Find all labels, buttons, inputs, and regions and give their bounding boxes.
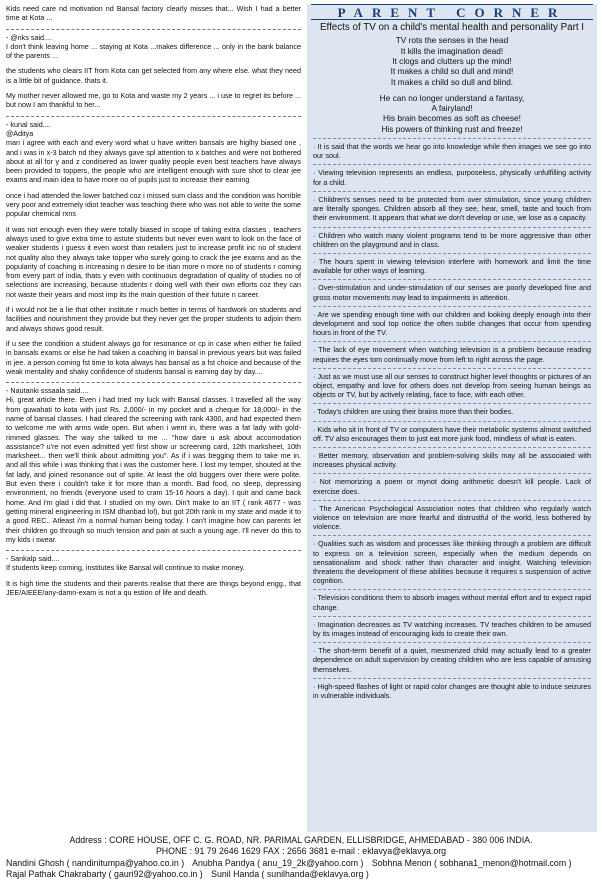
tv-effect-point: · Imagination decreases as TV watching increases. TV teaches children to be amused by its images instead of encouraging kids to create their own. — [313, 616, 591, 642]
comment-paragraph: the students who clears IIT from Kota can get selected from any where else. what they need is a little bit of guidance. thats it. — [6, 66, 301, 85]
contact-entry: Sunil Handa ( sunilhanda@eklavya.org ) — [211, 868, 369, 879]
tv-effect-point: · The hours spent in viewing television interfere with homework and limit the time available for other ways of learning. — [313, 253, 591, 279]
footer-address: Address : CORE HOUSE, OFF C. G. ROAD, NR. PARIMAL GARDEN, ELLISBRIDGE, AHMEDABAD - 380 006 INDIA. — [69, 835, 533, 845]
comment-paragraph: - kunal said.... @Aditya man i agree with each and every word what u have written bansals are higlhy biased one , and i was in x-3 batch nd they always gave spl attention to x batches and were not bothered about at all for y and z condisered as lower quality people even best teachers have always been provided to toppers, the people who are intelligent enough with sure shot to clear jee exams and main idea to have more no of pupils just to increase their earning — [6, 119, 301, 185]
comment-paragraph: - @nks said.... I don't think leaving home ... staying at Kota ...makes difference ... only in the bank balance of the parents ... — [6, 32, 301, 61]
comment-paragraph: if i would not be a lie that other institute r much better in terms of hardwork on students and facilities and nourishment they provide but they never get the proper students to adjoin them and always shows good result. — [6, 305, 301, 333]
divider — [6, 550, 301, 551]
poem-line: It makes a child so dull and mind! — [390, 66, 514, 77]
tv-effect-point: · The American Psychological Association notes that children who regularly watch violence on television are more fearful and distrustful of the world, less bothered by violence. — [313, 500, 591, 536]
contact-entry: Nandini Ghosh ( nandinitumpa@yahoo.co.in ) — [6, 857, 185, 868]
poem-line: It clogs and clutters up the mind! — [392, 56, 512, 66]
contacts-row — [0, 869, 602, 880]
tv-effect-point: · Television conditions them to absorb images without mental effort and to expect rapid change. — [313, 589, 591, 615]
left-column-comments — [6, 4, 301, 832]
contact-entry: Sobhna Menon ( sobhana1_menon@hotmail.com ) — [371, 857, 572, 868]
tv-effect-point: · The short-term benefit of a quiet, mesmerized child may actually lead to a greater dependence on adult supervision by creating children who are less capable of amusing themselves. — [313, 642, 591, 678]
comment-paragraph: it was not enough even they were totally biased in scope of taking extra classes , teachers always used to give extra time to astute students but never even want to look on the face of weaker students i guess it even worst than retailers just to increase profit inc no of student not quality also they always take topper who surely going to crack the jee exams and as the popularity of coaching is increasing n desire to be itian more n more no of students r coming from every part of india, thats y even with continuous degradation of quality of studies no of selections are increasing, because students r doing well with their own efforts coz they can not waste their years and most imp its the main question of their future n career. — [6, 224, 301, 299]
poem-line: He can no longer understand a fantasy, — [379, 92, 525, 103]
page-footer — [0, 835, 602, 881]
poem-line: His powers of thinking rust and freeze! — [381, 123, 523, 134]
poem-line: TV rots the senses in the head — [395, 35, 509, 46]
tv-effect-point: · Just as we must use all our senses to construct higher level thoughts or pictures of an object, empathy and love for others does not develop from seeing human beings as objects or TV, but by actively relating, face to face, with each other. — [313, 368, 591, 404]
poem-line: His brain becomes as soft as cheese! — [383, 113, 521, 124]
tv-effect-point: · High-speed flashes of light or rapid color changes are thought able to induce seizures in vulnerable individuals. — [313, 678, 591, 704]
poem-line: A fairyland! — [431, 103, 473, 114]
comment-paragraph: Kids need care nd motivation nd Bansal factory clearly misses that... Wish I had a better time at Kota ... — [6, 4, 301, 23]
divider — [6, 29, 301, 30]
tv-effect-point: · It is said that the words we hear go into knowledge while then images we see go into our soul. — [313, 138, 591, 164]
tv-effect-point: · Viewing television represents an endless, purposeless, physically unfulfilling activity for a child. — [313, 164, 591, 190]
parent-corner-subtitle: Effects of TV on a child's mental health and personality Part I — [320, 22, 584, 34]
tv-effect-point: · Children's senses need to be protected from over stimulation, since young children are literally sponges. Children absorb all they see, hear, smell, taste and touch from their environment. It appears that what we don't develop or use, we lose as a capacity. — [313, 191, 591, 227]
comment-paragraph: It is high time the students and their parents realise that there are things beyond engg., that JEE/AIEEE/any-damn-exam is not a qu estion of life and death. — [6, 578, 301, 598]
tv-effect-point: · Over-stimulation and under-stimulation of our senses are poorly developed fine and gross motor movements may lead to impairments in attention. — [313, 279, 591, 305]
tv-effect-point: · Are we spending enough time with our children and looking deeply enough into their development and soul top notice the often subtle changes that occur from spending hours in front of the TV. — [313, 306, 591, 342]
tv-effect-point: · Better memory, observation and problem-solving skills may all be associated with increases physical activity. — [313, 447, 591, 473]
poem-line: It kills the imagination dead! — [400, 45, 504, 56]
tv-effects-list — [307, 138, 597, 704]
poem-stanza-2 — [307, 93, 597, 134]
divider — [6, 116, 301, 117]
contact-entry: Rajal Pathak Chakrabarty ( gauri92@yahoo.co.in ) — [6, 868, 203, 879]
poem-stanza-1 — [307, 35, 597, 86]
tv-effect-point: · Children who watch many violent programs tend to be more aggressive than other children on the playground and in class. — [313, 227, 591, 253]
divider — [6, 382, 301, 383]
parent-corner-panel — [307, 4, 597, 832]
tv-effect-point: · Not memorizing a poem or mynot doing arithmetic doesn't kill people. Lack of exercise does. — [313, 473, 591, 499]
comment-paragraph: once i had attended the lower batched coz i missed sum class and the condition was horrible very poor and extremely idiot teacher was teaching there who was not able to write the some popular chemical rxns — [6, 190, 301, 219]
comment-paragraph: My mother never allowed me, go to Kota and waste my 2 years ... i use to regret its before ... but now I am thankful to her... — [6, 91, 301, 110]
contact-entry: Anubha Pandya ( anu_19_2k@yahoo.com ) — [192, 857, 364, 868]
tv-effect-point: · Kids who sit in front of TV or computers have their metabolic systems almost switched off. TV also encourages them to just eat more junk food, mindless of what is eaten. — [313, 421, 591, 447]
tv-effect-point: · The lack of eye movement when watching television is a problem because reading requires the eyes tom continually move from left to right across the page. — [313, 341, 591, 367]
comment-paragraph: - Sankalp said.... If students keep coming, institutes like Bansal will continue to make money. — [6, 554, 245, 573]
poem-line: It makes a child so dull and blind. — [390, 76, 514, 87]
tv-effect-point: · Today's children are using their brains more than their bodies. — [313, 403, 591, 420]
parent-corner-title: PARENT CORNER — [311, 4, 593, 20]
comment-paragraph: - Nautanki sssaala said.... Hi, great article there. Even i had tried my luck with Bansal classes. I travelled all the way from guwahati to kota with just Rs. 2,000/- in my pocket and a cheque for 18,000/- in the name of bansal classes. I had cleared the screening with rank 4300, and had expected them to welcome me with arms wide open. But when i went in, there was a fat lady with gold-rimmed glasses. The way she talked to me ... "how dare u ask about accomodation assistance? u're not even admitted yet! first show ur screening card, 12th marksheet, 10th marksheet... then we'll think about admitting you". As if i was begging them to take me in. and all this while i was thinking that i was the customer here. I lost my temper, shouted at the fat lady, and joined resonance out of spite. At least the old buggers over there were polite. But even there i couldn't take it for more than a month. Bad food, no sleep, depressing environment, no friends (everyone used to cram 15-16 hours a day). I quit and came back home. And i'm glad i did that. I studied on my own. Din't make to an IIT ( rank 4677 - was getting mineral engineering in ISM dhanbad lol), but got 20th rank in my state and made it to a good REC.. Atleast i'm a normal human being today. I can't imagine how can parents let their children go through so much tension and pain at such a young age. I'll never do this to my kids i swear. — [6, 386, 301, 544]
tv-effect-point: · Qualities such as wisdom and processes like thinking through a problem are difficult to express on a television screen, especially when the medium depends on sensationalism and shock rather than character and insight. Watching television threatens the development of these abilities because it requires s suspension of active cognition. — [313, 535, 591, 589]
comment-paragraph: if u see the condition a student always go for resonance or cp in case when either he failed in bansals exams or else he had taken a coaching in bansal in previous years but was failed in jee. a person coming fst time to kota always has bansal as a fst choice and because of the weak mentality and shaky confidence of students bansal is earning day by day.... — [6, 338, 301, 376]
contacts-row — [0, 858, 602, 869]
footer-phone-line: PHONE : 91 79 2646 1629 FAX : 2656 3681 e-mail : eklavya@eklavya.org — [155, 846, 447, 857]
